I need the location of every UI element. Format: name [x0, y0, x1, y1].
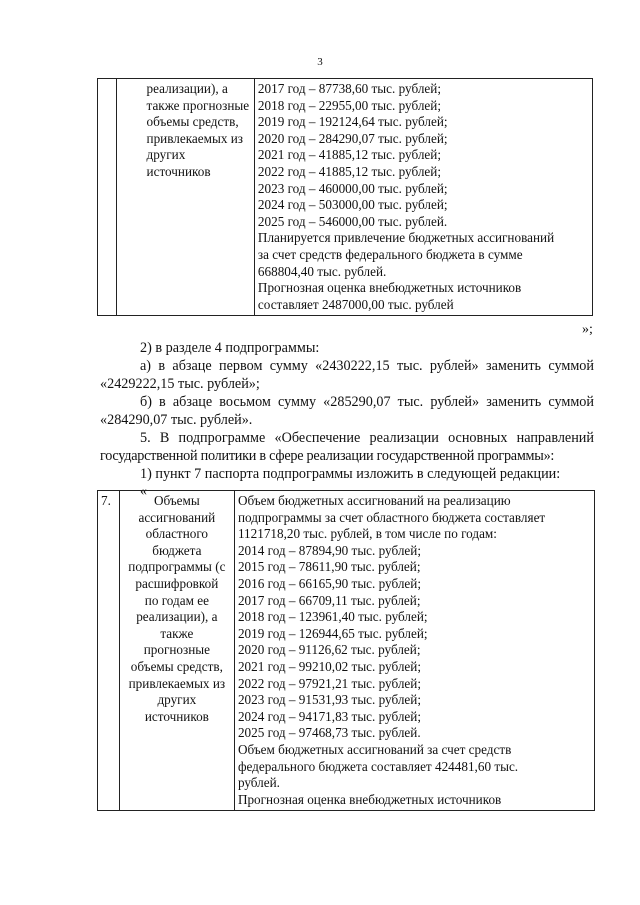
page-number: 3: [317, 56, 323, 68]
value-line: 2022 год – 97921,21 тыс. рублей;: [237, 675, 421, 691]
label-line: других: [146, 147, 186, 163]
label-line: прогнозные: [143, 642, 210, 658]
label-line: объемы средств,: [130, 658, 223, 674]
value-line: 2020 год – 91126,62 тыс. рублей;: [237, 642, 421, 658]
label-line: областного: [145, 526, 209, 542]
value-line: Объем бюджетных ассигнований за счет средств: [237, 741, 512, 757]
value-line: Объем бюджетных ассигнований на реализацию: [237, 493, 511, 508]
value-line: 2019 год – 126944,65 тыс. рублей;: [237, 625, 428, 641]
label-line: реализации), а: [136, 609, 218, 625]
value-line: 2018 год – 123961,40 тыс. рублей;: [237, 609, 428, 625]
label-line: источников: [144, 708, 209, 724]
value-line: Планируется привлечение бюджетных ассигнований: [257, 230, 555, 246]
label-line: подпрограммы (с: [128, 559, 226, 575]
paragraph: 2) в разделе 4 подпрограммы:: [140, 340, 320, 356]
label-line: также прогнозные: [146, 97, 250, 113]
value-line: 668804,40 тыс. рублей.: [257, 263, 387, 279]
value-line: 2023 год – 91531,93 тыс. рублей;: [237, 692, 421, 708]
value-line: 2025 год – 546000,00 тыс. рублей.: [257, 213, 448, 229]
value-cell: [254, 79, 592, 316]
label-cell: [116, 79, 254, 316]
value-line: 1121718,20 тыс. рублей, в том числе по годам:: [237, 526, 497, 542]
table-passport-item-7: [97, 490, 595, 811]
value-line: за счет средств федерального бюджета в сумме: [257, 246, 523, 262]
table-row: [98, 79, 593, 316]
value-line: составляет 2487000,00 тыс. рублей: [257, 296, 454, 312]
paragraph: «284290,07 тыс. рублей».: [100, 412, 253, 428]
table-top-continuation: [97, 78, 593, 316]
value-line: 2023 год – 460000,00 тыс. рублей;: [257, 180, 448, 196]
number-cell: [98, 79, 117, 316]
label-line: бюджета: [152, 542, 202, 558]
label-line: также: [160, 625, 194, 641]
value-line: Прогнозная оценка внебюджетных источников: [237, 791, 502, 807]
label-line: Объемы: [153, 493, 200, 508]
label-line: объемы средств,: [146, 114, 239, 130]
value-line: 2022 год – 41885,12 тыс. рублей;: [257, 163, 441, 179]
value-line: 2015 год – 78611,90 тыс. рублей;: [237, 559, 421, 575]
value-line: 2021 год – 99210,02 тыс. рублей;: [237, 658, 421, 674]
value-line: 2017 год – 87738,60 тыс. рублей;: [257, 81, 441, 96]
paragraph: 1) пункт 7 паспорта подпрограммы изложить в следующей редакции:: [140, 466, 561, 482]
value-line: 2024 год – 503000,00 тыс. рублей;: [257, 197, 448, 213]
label-line: ассигнований: [138, 509, 216, 525]
table-row: [98, 491, 595, 811]
label-line: расшифровкой: [135, 575, 219, 591]
paragraph: «2429222,15 тыс. рублей»;: [100, 376, 260, 392]
label-line: привлекаемых из: [146, 130, 244, 146]
value-line: 2014 год – 87894,90 тыс. рублей;: [237, 542, 421, 558]
value-line: 2024 год – 94171,83 тыс. рублей;: [237, 708, 421, 724]
value-line: 2017 год – 66709,11 тыс. рублей;: [237, 592, 421, 608]
label-cell: [119, 491, 234, 811]
value-line: 2019 год – 192124,64 тыс. рублей;: [257, 114, 448, 130]
label-line: источников: [146, 163, 211, 179]
value-line: 2020 год – 284290,07 тыс. рублей;: [257, 130, 448, 146]
value-line: 2016 год – 66165,90 тыс. рублей;: [237, 575, 421, 591]
value-line: Прогнозная оценка внебюджетных источников: [257, 280, 522, 296]
paragraph: государственной политики в сфере реализации государственной программы»:: [100, 448, 555, 464]
label-line: других: [157, 692, 197, 708]
item-number: 7.: [101, 493, 111, 508]
paragraph: б) в абзаце восьмом сумму «285290,07 тыс. рублей» заменить суммой: [140, 394, 594, 410]
value-line: подпрограммы за счет областного бюджета составляет: [237, 509, 546, 525]
value-line: 2025 год – 97468,73 тыс. рублей.: [237, 725, 421, 741]
value-line: федерального бюджета составляет 424481,60 тыс.: [237, 758, 519, 774]
label-line: реализации), а: [146, 81, 228, 96]
number-cell: [98, 491, 120, 811]
closing-quote: »;: [582, 322, 593, 337]
label-line: привлекаемых из: [128, 675, 226, 691]
value-line: 2018 год – 22955,00 тыс. рублей;: [257, 97, 441, 113]
opening-quote: «: [140, 484, 147, 499]
label-line: по годам ее: [144, 592, 209, 608]
value-line: рублей.: [237, 775, 280, 791]
paragraph: 5. В подпрограмме «Обеспечение реализации основных направлений: [140, 430, 594, 446]
value-line: 2021 год – 41885,12 тыс. рублей;: [257, 147, 441, 163]
paragraph: а) в абзаце первом сумму «2430222,15 тыс. рублей» заменить суммой: [140, 358, 594, 374]
value-cell: [234, 491, 594, 811]
